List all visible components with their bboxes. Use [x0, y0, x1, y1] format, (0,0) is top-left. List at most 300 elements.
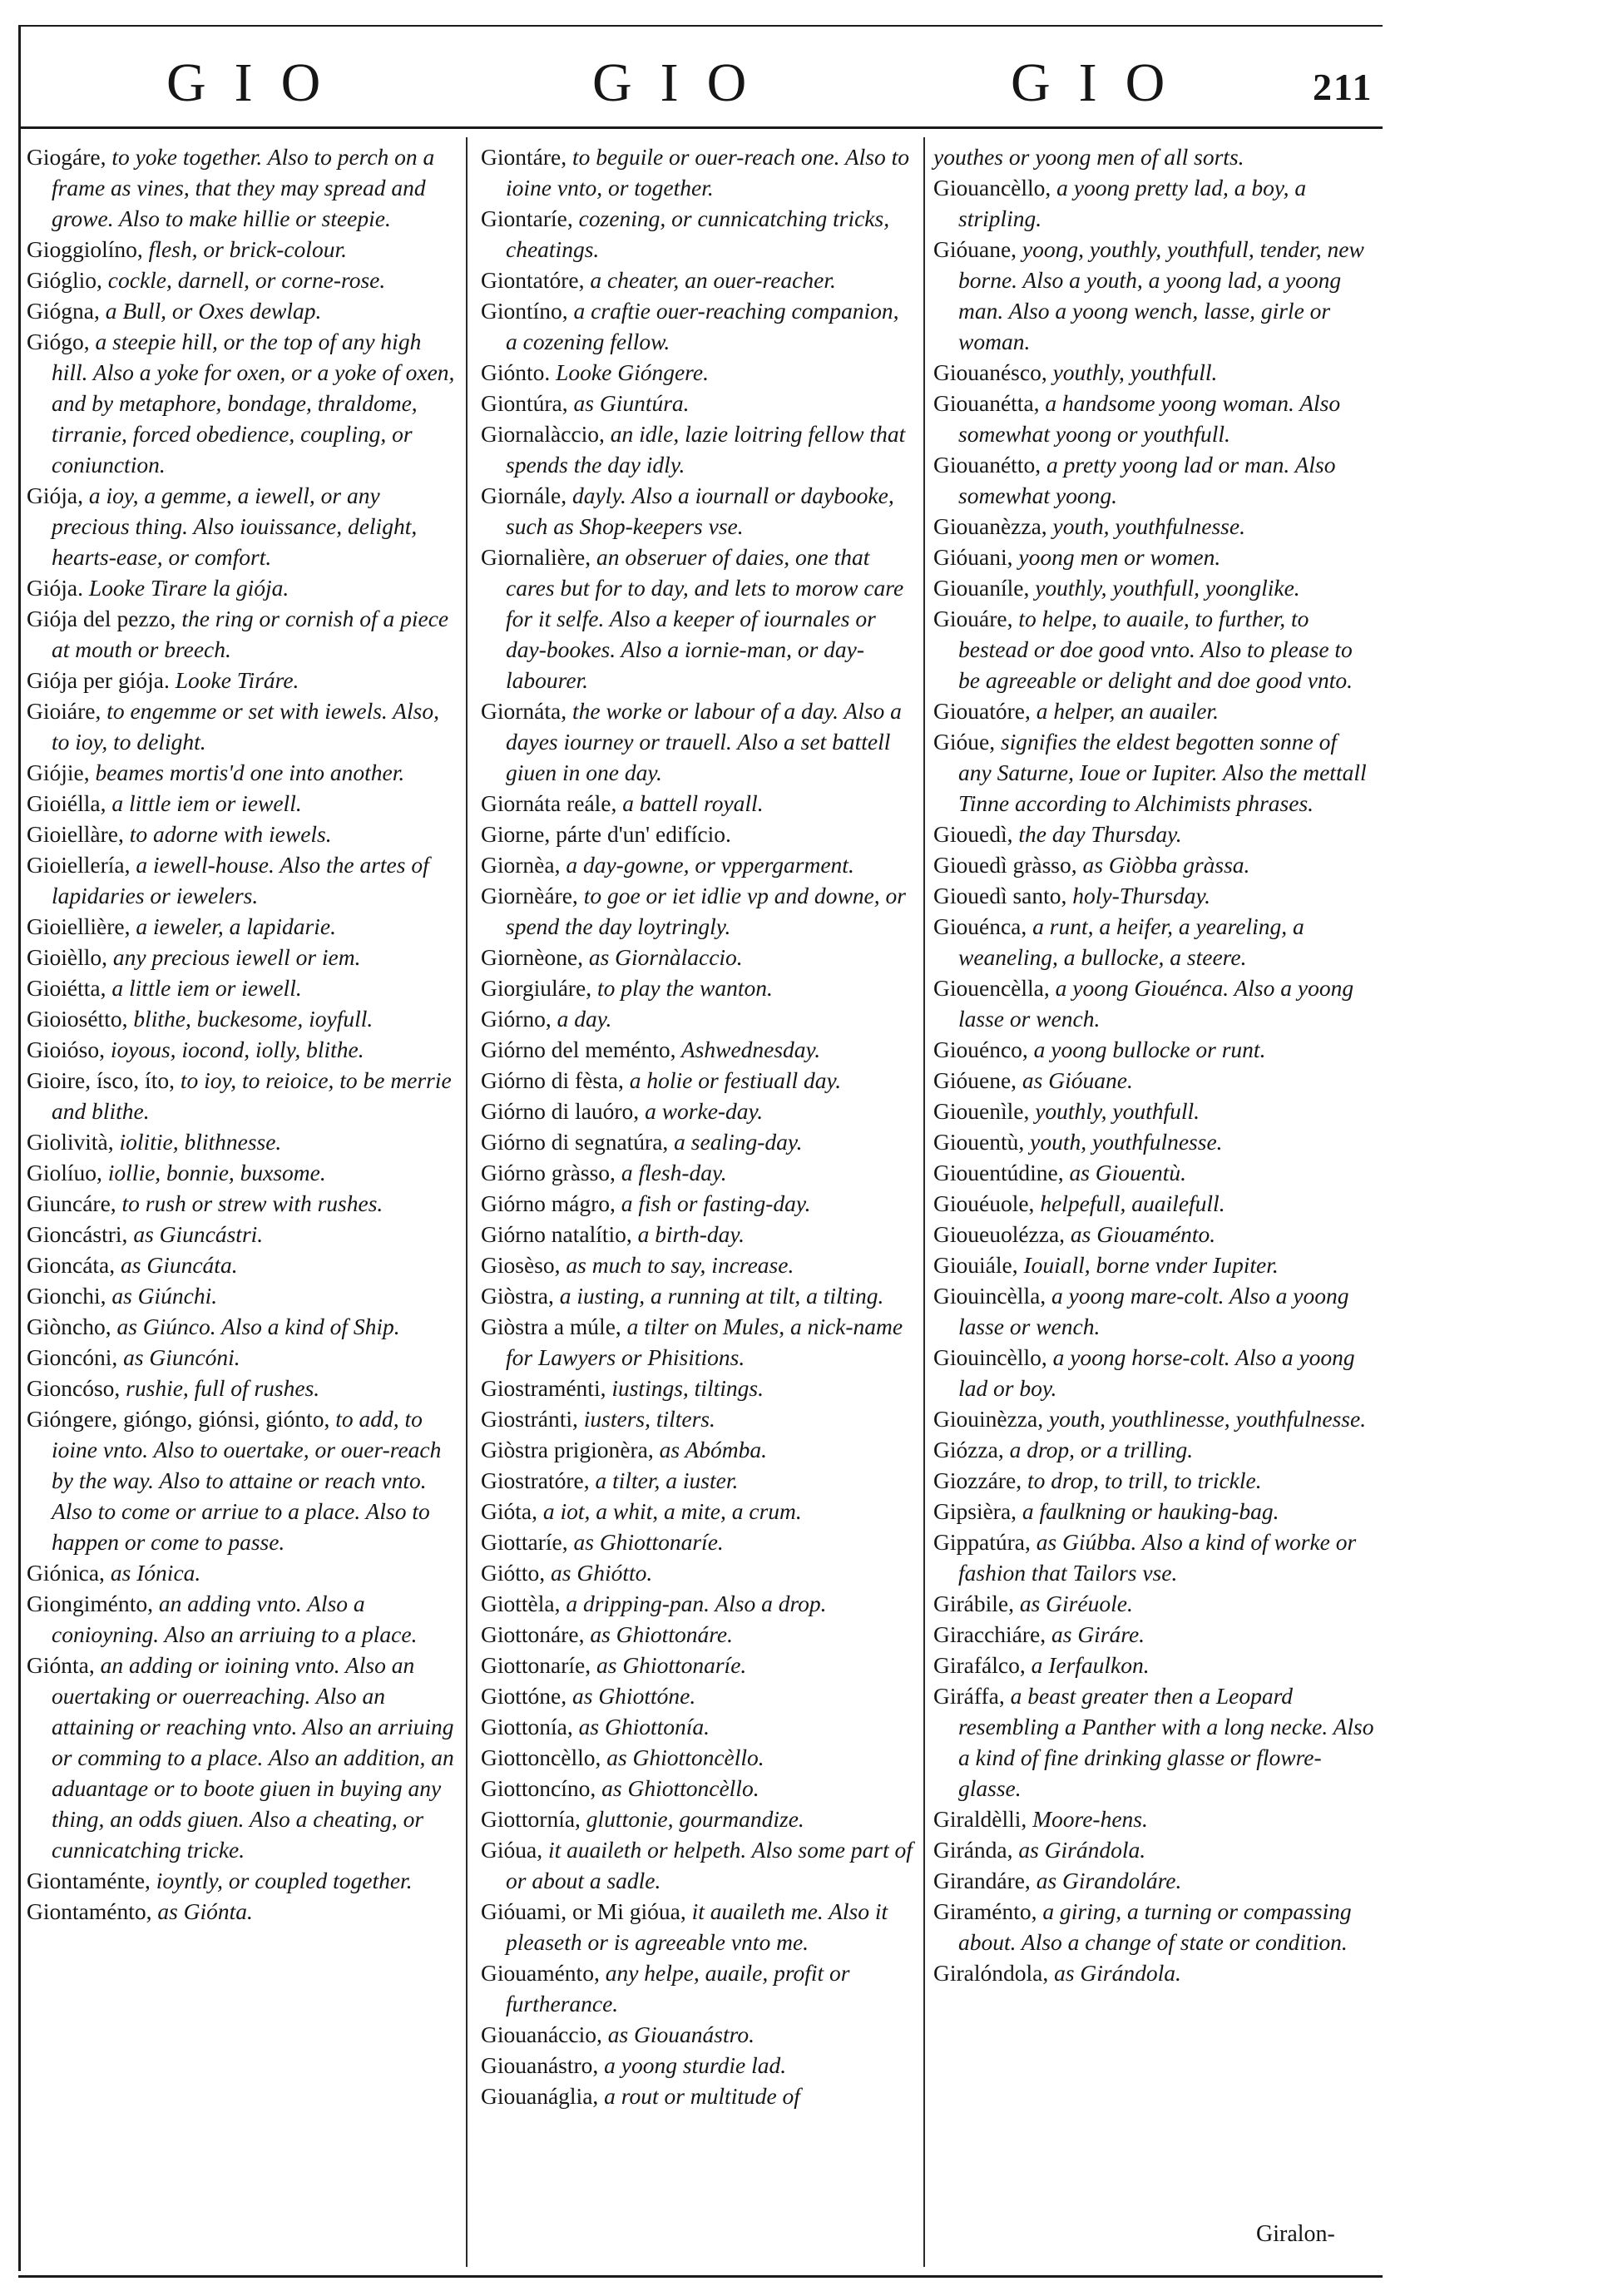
entry-definition: a tilter, a iuster.: [589, 1467, 739, 1493]
entry-definition: a dripping-pan. Also a drop.: [560, 1591, 827, 1616]
entry-headword: Giouanétto,: [933, 452, 1041, 478]
entry-headword: Giongiménto,: [27, 1591, 154, 1616]
entry-definition: as Giouentù.: [1063, 1160, 1187, 1185]
dictionary-entry: [481, 1557, 915, 1588]
dictionary-entry: [27, 1311, 458, 1342]
entry-headword: Giógna,: [27, 298, 100, 324]
dictionary-entry: [933, 1496, 1374, 1527]
entry-definition: a yoong horse-colt. Also a yoong lad or boy.: [958, 1344, 1355, 1401]
entry-definition: a day.: [551, 1006, 612, 1032]
dictionary-entry: [481, 1065, 915, 1096]
entry-headword: Gionchi,: [27, 1283, 106, 1309]
entry-headword: Giornèáre,: [481, 883, 578, 908]
entry-headword: Gioiellàre,: [27, 821, 124, 847]
dictionary-entry: [933, 819, 1374, 849]
entry-definition: as Girándola.: [1048, 1960, 1181, 1986]
entry-definition: to engemme or set with iewels. Also, to ioy, to delight.: [52, 698, 439, 755]
catchword: Giralon-: [1256, 2221, 1335, 2247]
entry-definition: as Ghiottóne.: [566, 1683, 696, 1709]
dictionary-entry: [27, 1188, 458, 1219]
dictionary-entry: [933, 1342, 1374, 1403]
entry-definition: a helper, an auailer.: [1030, 698, 1219, 724]
dictionary-entry: [933, 1619, 1374, 1650]
dictionary-entry: [933, 603, 1374, 695]
entry-headword: Giottèla,: [481, 1591, 561, 1616]
entry-definition: a day-gowne, or vppergarment.: [560, 852, 854, 878]
entry-headword: Giolíuo,: [27, 1160, 102, 1185]
dictionary-entry: [27, 1157, 458, 1188]
dictionary-entry: [481, 357, 915, 388]
entry-definition: youth, youthlinesse, youthfulnesse.: [1043, 1406, 1367, 1432]
entry-definition: a holie or festiuall day.: [623, 1067, 842, 1093]
entry-headword: Giòstra prigionèra,: [481, 1437, 654, 1462]
entry-headword: Giosèso,: [481, 1252, 561, 1278]
entry-headword: Giorgiuláre,: [481, 975, 592, 1001]
entry-definition: a iusting, a running at tilt, a tilting.: [553, 1283, 884, 1309]
entry-headword: Giouanèzza,: [933, 513, 1047, 539]
entry-definition: flesh, or brick-colour.: [142, 236, 347, 262]
entry-headword: Gioiellería,: [27, 852, 131, 878]
entry-headword: Gióua,: [481, 1837, 543, 1863]
entry-definition: as Giornàlaccio.: [582, 944, 743, 970]
entry-definition: a ieweler, a lapidarie.: [130, 913, 336, 939]
entry-definition: as Giráre.: [1046, 1621, 1145, 1647]
dictionary-entry: [933, 1188, 1374, 1219]
entry-headword: Giottaríe,: [481, 1529, 568, 1555]
dictionary-entry: [481, 1834, 915, 1896]
entry-definition: a handsome yoong woman. Also somewhat yoong or youthfull.: [958, 390, 1341, 447]
dictionary-entry: [481, 1711, 915, 1742]
entry-definition: to drop, to trill, to trickle.: [1022, 1467, 1262, 1493]
entry-definition: as Iónica.: [104, 1560, 201, 1586]
entry-headword: Giornèone,: [481, 944, 583, 970]
entry-definition: cozening, or cunnicatching tricks, cheatings.: [506, 205, 890, 262]
entry-definition: as Ghiottoncèllo.: [601, 1744, 764, 1770]
dictionary-entry: [481, 418, 915, 480]
dictionary-entry: [481, 1280, 915, 1311]
entry-definition: the day Thursday.: [1012, 821, 1182, 847]
dictionary-entry: [27, 1126, 458, 1157]
dictionary-entry: [933, 972, 1374, 1034]
dictionary-entry: [27, 1896, 458, 1927]
running-head-3: GIO: [1011, 52, 1194, 113]
dictionary-entry: [933, 172, 1374, 234]
entry-headword: Gióglio,: [27, 267, 102, 293]
dictionary-entry: [933, 1896, 1374, 1957]
header-rule: [18, 126, 1383, 129]
column-rule-2: [923, 137, 925, 2267]
entry-definition: a ioy, a gemme, a iewell, or any precious thing. Also iouissance, delight, hearts-ease, or comfort.: [52, 482, 418, 570]
entry-definition: as Giuntúra.: [567, 390, 690, 416]
dictionary-entry: [27, 695, 458, 757]
entry-definition: youthly, youthfull, yoonglike.: [1029, 575, 1300, 601]
dictionary-entry: [481, 388, 915, 418]
entry-headword: Giouatóre,: [933, 698, 1031, 724]
entry-headword: Giránda,: [933, 1837, 1013, 1863]
entry-headword: Girafálco,: [933, 1652, 1026, 1678]
dictionary-entry: [481, 1527, 915, 1557]
dictionary-entry: [481, 1311, 915, 1373]
entry-headword: Giottonía,: [481, 1714, 573, 1739]
entry-headword: Giornalàccio,: [481, 421, 605, 447]
dictionary-entry: [27, 326, 458, 480]
entry-definition: youthes or yoong men of all sorts.: [933, 144, 1244, 170]
dictionary-entry: [27, 1280, 458, 1311]
dictionary-entry: [933, 1588, 1374, 1619]
entry-definition: yoong men or women.: [1012, 544, 1221, 570]
dictionary-entry: [933, 1650, 1374, 1680]
dictionary-entry: [933, 1126, 1374, 1157]
entry-headword: Giója per giója.: [27, 667, 170, 693]
entry-definition: an idle, lazie loitring fellow that spends the day idly.: [506, 421, 906, 478]
entry-headword: Giouanáccio,: [481, 2021, 602, 2047]
entry-definition: as Giréuole.: [1013, 1591, 1133, 1616]
entry-headword: Giontaménte,: [27, 1868, 151, 1893]
entry-definition: to add, to ioine vnto. Also to ouertake, or ouer-reach by the way. Also to attaine or reach vnto. Also to come or arriue to a place. Also to happen or come to passe.: [52, 1406, 442, 1555]
dictionary-entry: [481, 265, 915, 295]
entry-definition: a yoong mare-colt. Also a yoong lasse or wench.: [958, 1283, 1349, 1339]
dictionary-entry: [27, 295, 458, 326]
dictionary-entry: [933, 1465, 1374, 1496]
entry-headword: Giónta,: [27, 1652, 95, 1678]
dictionary-entry: [27, 849, 458, 911]
entry-headword: Giolività,: [27, 1129, 114, 1155]
dictionary-entry: [481, 2019, 915, 2050]
dictionary-entry: [933, 1096, 1374, 1126]
entry-headword: Gioiélla,: [27, 790, 106, 816]
dictionary-entry: [27, 1588, 458, 1650]
entry-headword: Giottonáre,: [481, 1621, 585, 1647]
entry-definition: iollie, bonnie, buxsome.: [101, 1160, 326, 1185]
entry-headword: Giónica,: [27, 1560, 105, 1586]
entry-headword: Gióuani,: [933, 544, 1013, 570]
entry-headword: Giózza,: [933, 1437, 1004, 1462]
dictionary-entry: [933, 911, 1374, 972]
dictionary-entry: [27, 234, 458, 265]
entry-headword: Giostránti,: [481, 1406, 578, 1432]
dictionary-entry: [481, 2081, 915, 2111]
entry-definition: dayly. Also a iournall or daybooke, such as Shop-keepers vse.: [506, 482, 894, 539]
entry-definition: a birth-day.: [631, 1221, 745, 1247]
entry-definition: ioyntly, or coupled together.: [150, 1868, 413, 1893]
column-rule-1: [466, 137, 468, 2267]
dictionary-entry: [27, 1373, 458, 1403]
entry-definition: as much to say, increase.: [560, 1252, 794, 1278]
entry-definition: ioyous, iocond, iolly, blithe.: [104, 1037, 364, 1062]
dictionary-entry: [481, 1465, 915, 1496]
entry-definition: yoong, youthly, youthfull, tender, new borne. Also a youth, a yoong lad, a yoong man. Also a yoong wench, lasse, girle or woman.: [958, 236, 1364, 354]
entry-headword: Giontíno,: [481, 298, 568, 324]
entry-headword: Gippatúra,: [933, 1529, 1031, 1555]
entry-definition: a yoong Giouénca. Also a yoong lasse or wench.: [958, 975, 1354, 1032]
entry-definition: a yoong bullocke or runt.: [1027, 1037, 1266, 1062]
dictionary-entry: [481, 819, 915, 849]
entry-definition: blithe, buckesome, ioyfull.: [127, 1006, 374, 1032]
entry-definition: as Girándola.: [1012, 1837, 1146, 1863]
entry-definition: to ioy, to reioice, to be merrie and blithe.: [52, 1067, 452, 1124]
entry-headword: Gioiellière,: [27, 913, 131, 939]
entry-definition: a little iem or iewell.: [106, 790, 302, 816]
entry-headword: Gióngere, gióngo, giónsi, giónto,: [27, 1406, 330, 1432]
dictionary-entry: [933, 449, 1374, 511]
dictionary-entry: [933, 357, 1374, 388]
entry-definition: helpefull, auailefull.: [1034, 1190, 1225, 1216]
dictionary-entry: [27, 572, 458, 603]
dictionary-entry: [27, 603, 458, 665]
entry-definition: the ring or cornish of a piece at mouth or breech.: [52, 606, 449, 662]
entry-headword: Gioncóni,: [27, 1344, 118, 1370]
entry-headword: Giottoncíno,: [481, 1775, 596, 1801]
entry-definition: as Ghiottoncèllo.: [596, 1775, 759, 1801]
dictionary-entry: [933, 572, 1374, 603]
entry-headword: Giuncáre,: [27, 1190, 116, 1216]
entry-headword: Giontúra,: [481, 390, 568, 416]
dictionary-entry: [481, 1249, 915, 1280]
dictionary-entry: [933, 234, 1374, 357]
dictionary-entry: [933, 1804, 1374, 1834]
entry-definition: a iewell-house. Also the artes of lapidaries or iewelers.: [52, 852, 429, 908]
entry-definition: as Ghiottonaríe.: [567, 1529, 724, 1555]
entry-headword: Giorne, párte d'un' edifício.: [481, 821, 731, 847]
entry-headword: Giouentù,: [933, 1129, 1025, 1155]
dictionary-entry: [481, 695, 915, 788]
entry-headword: Giouentúdine,: [933, 1160, 1064, 1185]
dictionary-entry: [27, 1249, 458, 1280]
entry-definition: iusters, tilters.: [577, 1406, 715, 1432]
dictionary-entry: [933, 511, 1374, 542]
entry-headword: Giontatóre,: [481, 267, 585, 293]
entry-headword: Giouéuole,: [933, 1190, 1035, 1216]
entry-headword: Giornèa,: [481, 852, 561, 878]
entry-definition: a rout or multitude of: [598, 2083, 800, 2109]
entry-headword: Giójie,: [27, 760, 90, 785]
dictionary-entry: [481, 1619, 915, 1650]
dictionary-entry: [27, 911, 458, 942]
dictionary-entry: [933, 1157, 1374, 1188]
entry-headword: Giouiále,: [933, 1252, 1018, 1278]
entry-definition: as Giónta.: [151, 1898, 253, 1924]
dictionary-entry: [27, 1034, 458, 1065]
entry-headword: Giontaríe,: [481, 205, 573, 231]
entry-definition: gluttonie, gourmandize.: [580, 1806, 804, 1832]
entry-headword: Gióta,: [481, 1498, 537, 1524]
entry-definition: as Giuncáta.: [115, 1252, 238, 1278]
entry-headword: Giouancèllo,: [933, 175, 1051, 200]
dictionary-entry: [933, 1280, 1374, 1342]
entry-headword: Giostraménti,: [481, 1375, 606, 1401]
entry-headword: Giórno mágro,: [481, 1190, 616, 1216]
entry-definition: iustings, tiltings.: [606, 1375, 764, 1401]
entry-definition: rushie, full of rushes.: [120, 1375, 320, 1401]
entry-definition: a sealing-day.: [668, 1129, 803, 1155]
entry-definition: a Ierfaulkon.: [1025, 1652, 1150, 1678]
entry-definition: youth, youthfulnesse.: [1046, 513, 1245, 539]
entry-headword: Gióuene,: [933, 1067, 1017, 1093]
dictionary-entry: [481, 542, 915, 695]
dictionary-entry: [481, 2050, 915, 2081]
dictionary-entry: [481, 1896, 915, 1957]
entry-definition: to rush or strew with rushes.: [116, 1190, 383, 1216]
dictionary-entry: [481, 788, 915, 819]
entry-headword: Giouedì santo,: [933, 883, 1067, 908]
dictionary-entry: [481, 1588, 915, 1619]
entry-headword: Giónto.: [481, 359, 551, 385]
page-border-left: [18, 25, 21, 2271]
entry-definition: as Giòbba gràssa.: [1076, 852, 1250, 878]
entry-definition: to helpe, to auaile, to further, to bestead or doe good vnto. Also to please to be agreeable or delight and doe good vnto.: [958, 606, 1353, 693]
entry-definition: a craftie ouer-reaching companion, a cozening fellow.: [506, 298, 899, 354]
dictionary-entry: [933, 880, 1374, 911]
dictionary-entry: [27, 1557, 458, 1588]
entry-headword: Giórno del meménto,: [481, 1037, 676, 1062]
dictionary-entry: [481, 1496, 915, 1527]
entry-headword: Gioncáta,: [27, 1252, 116, 1278]
entry-headword: Giouanáglia,: [481, 2083, 599, 2109]
entry-definition: to play the wanton.: [591, 975, 773, 1001]
entry-headword: Giórno di lauóro,: [481, 1098, 640, 1124]
entry-definition: a drop, or a trilling.: [1003, 1437, 1194, 1462]
entry-definition: a giring, a turning or compassing about. Also a change of state or condition.: [958, 1898, 1352, 1955]
entry-headword: Gioiáre,: [27, 698, 101, 724]
entry-headword: Giontaménto,: [27, 1898, 152, 1924]
entry-definition: as Giouaménto.: [1065, 1221, 1216, 1247]
dictionary-entry: [27, 757, 458, 788]
entry-headword: Giornáta reále,: [481, 790, 617, 816]
dictionary-entry: [481, 880, 915, 942]
dictionary-entry: [27, 1650, 458, 1865]
running-head-1: GIO: [166, 52, 349, 113]
dictionary-entry: [27, 141, 458, 234]
entry-definition: a faulkning or hauking-bag.: [1017, 1498, 1279, 1524]
entry-headword: Giouedì,: [933, 821, 1013, 847]
entry-headword: Giouénco,: [933, 1037, 1028, 1062]
entry-definition: an adding vnto. Also a conioyning. Also an arriuing to a place.: [52, 1591, 418, 1647]
dictionary-entry: [933, 695, 1374, 726]
entry-headword: Giralóndola,: [933, 1960, 1049, 1986]
entry-headword: Gioncóso,: [27, 1375, 121, 1401]
dictionary-entry: [481, 1434, 915, 1465]
entry-headword: Giouinèzza,: [933, 1406, 1044, 1432]
dictionary-entry: [933, 1680, 1374, 1804]
entry-definition: youthly, youthfull.: [1046, 359, 1218, 385]
entry-headword: Giouanétta,: [933, 390, 1040, 416]
dictionary-entry: [481, 1003, 915, 1034]
entry-headword: Giouanésco,: [933, 359, 1047, 385]
dictionary-entry: [27, 819, 458, 849]
entry-headword: Gioncástri,: [27, 1221, 128, 1247]
entry-definition: as Gióuane.: [1017, 1067, 1133, 1093]
entry-definition: holy-Thursday.: [1066, 883, 1211, 908]
dictionary-entry: [481, 480, 915, 542]
entry-headword: Giórno,: [481, 1006, 552, 1032]
entry-headword: Giraldèlli,: [933, 1806, 1027, 1832]
dictionary-entry: [481, 1403, 915, 1434]
entry-definition: a runt, a heifer, a yeareling, a weaneling, a bullocke, a steere.: [958, 913, 1304, 970]
dictionary-entry: [27, 265, 458, 295]
entry-headword: Gioióso,: [27, 1037, 105, 1062]
entry-headword: Giozzáre,: [933, 1467, 1022, 1493]
dictionary-entry: [27, 1065, 458, 1126]
entry-headword: Gioiétta,: [27, 975, 106, 1001]
dictionary-entry: [27, 480, 458, 572]
dictionary-entry: [27, 1342, 458, 1373]
entry-headword: Giottonaríe,: [481, 1652, 591, 1678]
dictionary-entry: [27, 1865, 458, 1896]
entry-headword: Giórno gràsso,: [481, 1160, 616, 1185]
dictionary-entry: [933, 1527, 1374, 1588]
dictionary-entry: [481, 1219, 915, 1249]
entry-definition: a fish or fasting-day.: [615, 1190, 811, 1216]
column-2: [481, 141, 915, 2111]
entry-headword: Giracchiáre,: [933, 1621, 1046, 1647]
entry-definition: as Ghiottonaríe.: [591, 1652, 747, 1678]
dictionary-entry: [481, 1034, 915, 1065]
dictionary-entry: [27, 942, 458, 972]
entry-definition: youth, youthfulnesse.: [1024, 1129, 1223, 1155]
dictionary-entry: [481, 1188, 915, 1219]
dictionary-entry: [933, 1957, 1374, 1988]
entry-headword: Giouedì gràsso,: [933, 852, 1077, 878]
entry-definition: iolitie, blithnesse.: [113, 1129, 282, 1155]
dictionary-entry: [481, 203, 915, 265]
entry-headword: Giòstra a múle,: [481, 1314, 621, 1339]
entry-definition: a steepie hill, or the top of any high hill. Also a yoke for oxen, or a yoke of oxen, and by metaphore, bondage, thraldome, tirranie, forced obedience, coupling, or coniunction.: [52, 329, 455, 478]
dictionary-entry: [481, 1096, 915, 1126]
entry-definition: a tilter on Mules, a nick-name for Lawyers or Phisitions.: [506, 1314, 903, 1370]
dictionary-entry: [933, 1834, 1374, 1865]
dictionary-entry: [481, 1742, 915, 1773]
entry-definition: as Giúbba. Also a kind of worke or fashion that Tailors vse.: [958, 1529, 1357, 1586]
entry-headword: Gioiosétto,: [27, 1006, 128, 1032]
dictionary-entry: [481, 141, 915, 203]
entry-headword: Giouincèllo,: [933, 1344, 1047, 1370]
entry-headword: Giouénca,: [933, 913, 1027, 939]
entry-headword: Giornáta,: [481, 698, 567, 724]
entry-definition: a yoong pretty lad, a boy, a stripling.: [958, 175, 1307, 231]
entry-definition: youthly, youthfull.: [1029, 1098, 1200, 1124]
entry-definition: as Giúnchi.: [106, 1283, 218, 1309]
entry-headword: Gioièllo,: [27, 944, 108, 970]
entry-definition: any helpe, auaile, profit or furtherance.: [506, 1960, 850, 2016]
entry-definition: a flesh-day.: [615, 1160, 727, 1185]
dictionary-entry: [933, 1219, 1374, 1249]
entry-headword: Giója del pezzo,: [27, 606, 176, 631]
entry-headword: Giótto,: [481, 1560, 546, 1586]
entry-headword: Gióue,: [933, 729, 996, 755]
entry-headword: Girábile,: [933, 1591, 1014, 1616]
entry-definition: it auaileth me. Also it pleaseth or is agreeable vnto me.: [506, 1898, 888, 1955]
entry-headword: Giraménto,: [933, 1898, 1037, 1924]
entry-definition: an adding or ioining vnto. Also an ouertaking or ouerreaching. Also an attaining or reaching vnto. Also an arriuing or comming to a place. Also an addition, an aduantage or to boote giuen in buying any thing, an odds giuen. Also a cheating, or cunnicatching tricke.: [52, 1652, 454, 1863]
dictionary-entry: [481, 942, 915, 972]
entry-headword: Giottóne,: [481, 1683, 567, 1709]
entry-definition: as Giuncástri.: [127, 1221, 264, 1247]
dictionary-entry: [933, 542, 1374, 572]
entry-headword: Giója.: [27, 575, 83, 601]
entry-definition: Looke Tirare la giója.: [82, 575, 289, 601]
entry-headword: Giogáre,: [27, 144, 106, 170]
entry-definition: a beast greater then a Leopard resembling a Panther with a long necke. Also a kind of fine drinking glasse or flowre-glasse.: [958, 1683, 1374, 1801]
entry-headword: Giottoncèllo,: [481, 1744, 601, 1770]
dictionary-entry: [481, 1804, 915, 1834]
entry-definition: as Giouanástro.: [601, 2021, 754, 2047]
entry-definition: a Bull, or Oxes dewlap.: [99, 298, 322, 324]
entry-definition: a little iem or iewell.: [106, 975, 302, 1001]
entry-headword: Gióuami, or Mi gióua,: [481, 1898, 686, 1924]
dictionary-entry: [27, 1219, 458, 1249]
entry-definition: Looke Gióngere.: [550, 359, 709, 385]
dictionary-entry: [933, 849, 1374, 880]
